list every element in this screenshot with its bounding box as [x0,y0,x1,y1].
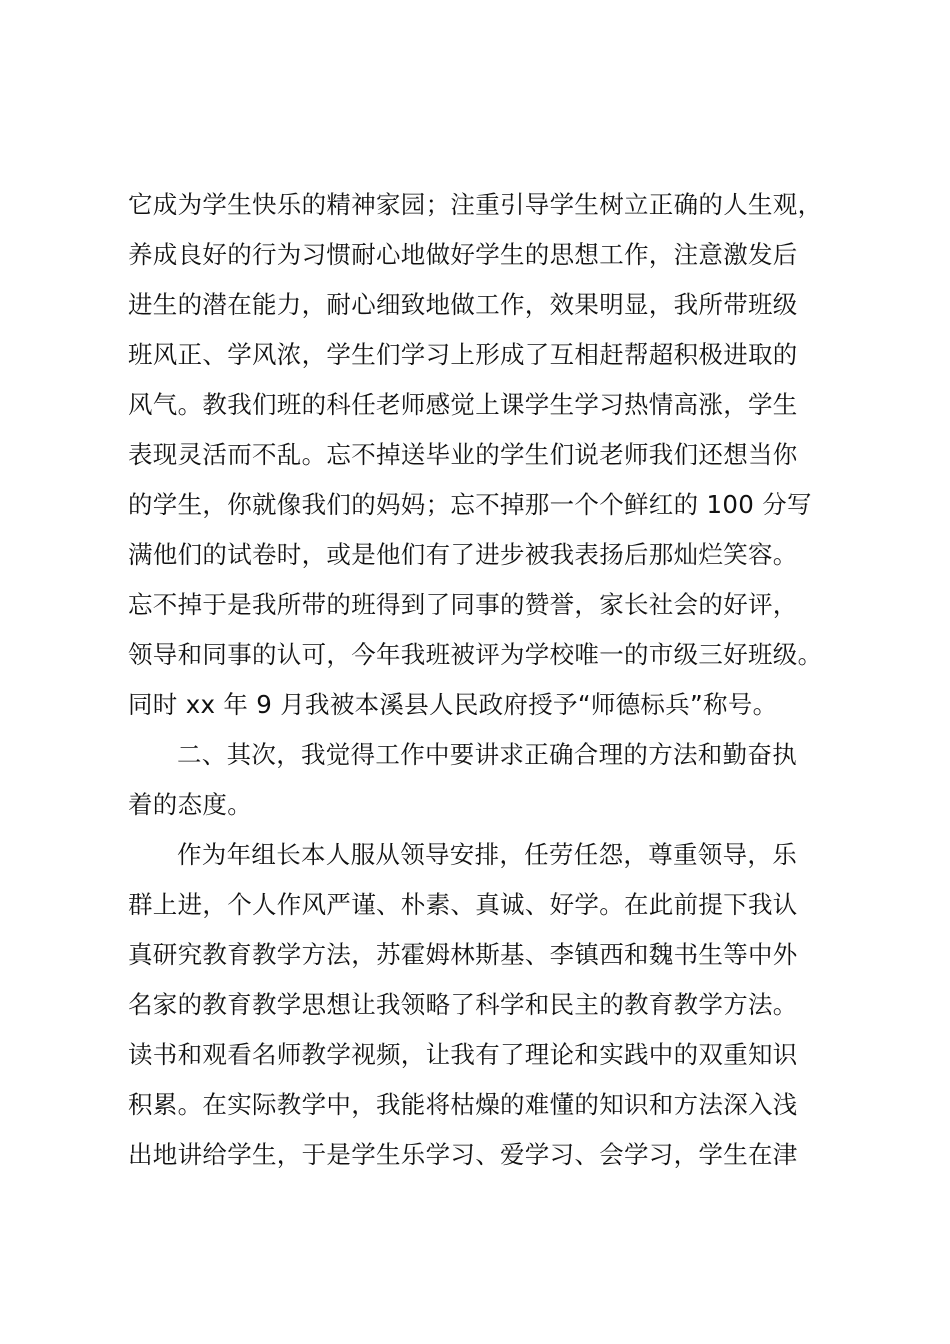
text-line: 风气。教我们班的科任老师感觉上课学生学习热情高涨，学生 [128,390,798,419]
paragraph-2 [128,730,822,830]
text-line: 养成良好的行为习惯耐心地做好学生的思想工作，注意激发后 [128,240,798,269]
paragraph-3 [128,830,822,1180]
document-body [128,180,822,1180]
text-line: 名家的教育教学思想让我领略了科学和民主的教育教学方法。 [128,990,798,1019]
text-line: 进生的潜在能力，耐心细致地做工作，效果明显，我所带班级 [128,290,798,319]
text-line: 它成为学生快乐的精神家园；注重引导学生树立正确的人生观， [128,190,823,219]
text-line: 表现灵活而不乱。忘不掉送毕业的学生们说老师我们还想当你 [128,440,798,469]
text-line: 着的态度。 [128,790,252,819]
text-line: 积累。在实际教学中，我能将枯燥的难懂的知识和方法深入浅 [128,1090,798,1119]
text-line: 真研究教育教学方法，苏霍姆林斯基、李镇西和魏书生等中外 [128,940,798,969]
text-line: 班风正、学风浓，学生们学习上形成了互相赶帮超积极进取的 [128,340,798,369]
text-line: 读书和观看名师教学视频，让我有了理论和实践中的双重知识 [128,1040,798,1069]
text-line: 领导和同事的认可，今年我班被评为学校唯一的市级三好班级。 [128,640,823,669]
paragraph-1 [128,180,822,730]
text-line: 二、其次，我觉得工作中要讲求正确合理的方法和勤奋执 [177,740,797,769]
text-line: 作为年组长本人服从领导安排，任劳任怨，尊重领导，乐 [177,840,797,869]
text-line: 忘不掉于是我所带的班得到了同事的赞誉，家长社会的好评， [128,590,798,619]
text-line: 群上进，个人作风严谨、朴素、真诚、好学。在此前提下我认 [128,890,798,919]
text-line: 满他们的试卷时，或是他们有了进步被我表扬后那灿烂笑容。 [128,540,798,569]
text-line: 的学生，你就像我们的妈妈；忘不掉那一个个鲜红的 100 分写 [128,490,812,519]
text-line: 同时 xx 年 9 月我被本溪县人民政府授予“师德标兵”称号。 [128,690,778,719]
text-line: 出地讲给学生，于是学生乐学习、爱学习、会学习，学生在津 [128,1140,798,1169]
